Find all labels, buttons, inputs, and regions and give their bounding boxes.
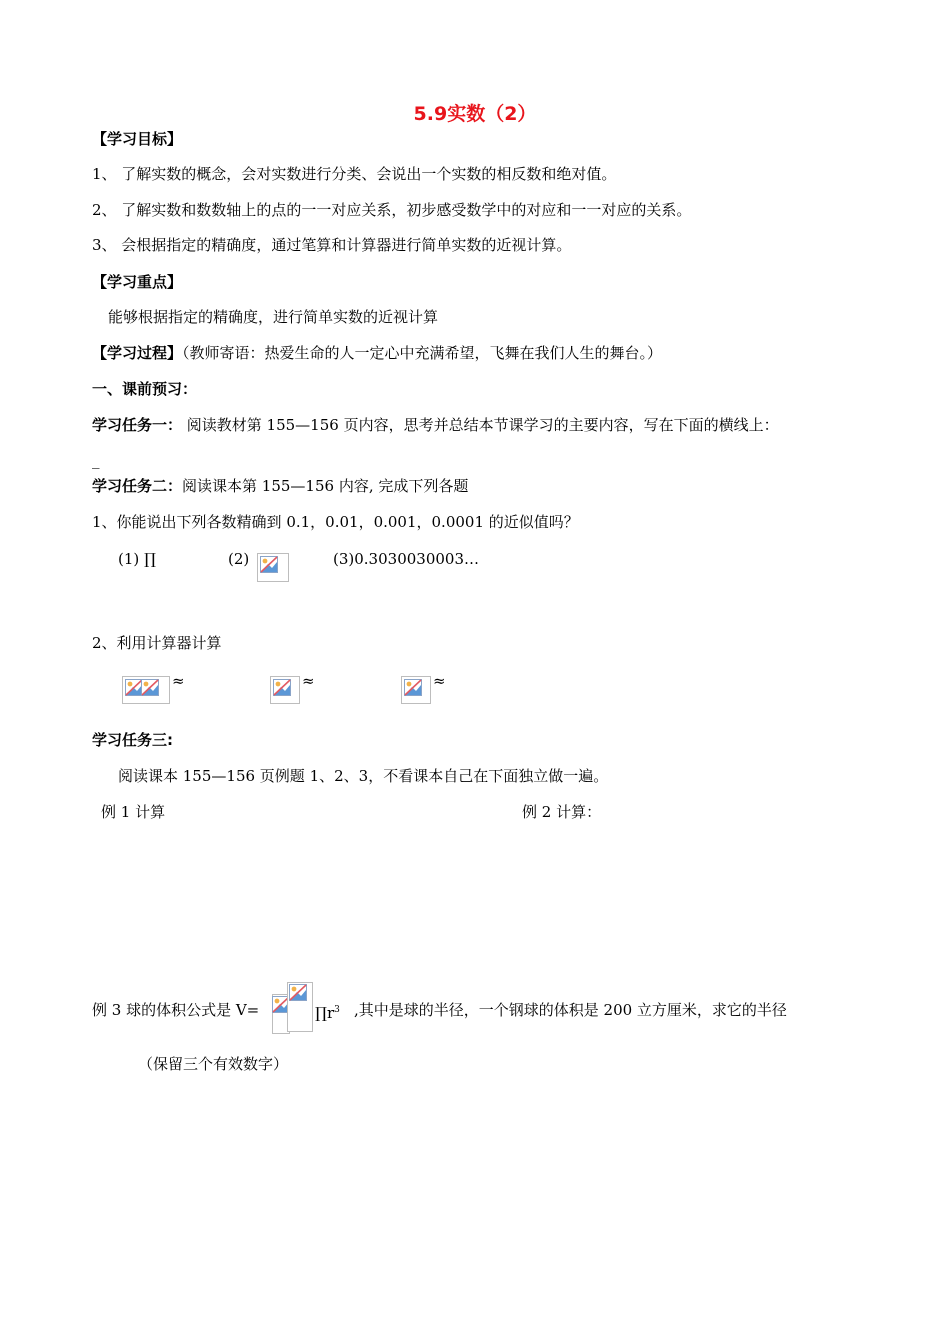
q1-item-a: (1) ∏ (118, 550, 156, 568)
task1-text: 阅读教材第 155—156 页内容，思考并总结本节课学习的主要内容，写在下面的横线上： (182, 416, 779, 434)
example-3-note: （保留三个有效数字） (138, 1055, 289, 1073)
focus-text: 能够根据指定的精确度，进行简单实数的近视计算 (108, 308, 439, 326)
focus-heading: 【学习重点】 (92, 273, 183, 291)
process-heading: 【学习过程】 (92, 344, 183, 362)
pi-r-cubed (315, 1000, 340, 1023)
formula-image-icon (270, 676, 300, 704)
example-3-start: 例 3 球的体积公式是 V= (92, 1001, 260, 1019)
task2-line (92, 476, 468, 496)
goal-item-2: 2、 了解实数和数数轴上的点的一一对应关系，初步感受数学中的对应和一一对应的关系。 (92, 201, 692, 219)
task2-label: 学习任务二： (92, 477, 183, 495)
example-1: 例 1 计算 (101, 803, 166, 821)
exponent: 3 (334, 1005, 340, 1015)
page-title: 5.9实数（2） (413, 103, 537, 125)
teacher-quote: （教师寄语：热爱生命的人一定心中充满希望，飞舞在我们人生的舞台。） (182, 344, 663, 362)
q1-item-c: (3)0.3030030003… (333, 550, 479, 568)
goal-item-3: 3、 会根据指定的精确度，通过笔算和计算器进行简单实数的近视计算。 (92, 236, 572, 254)
process-line (92, 343, 662, 363)
formula-image-icon (401, 676, 431, 704)
fraction-image-icon (287, 982, 313, 1032)
approx-symbol: ≈ (302, 672, 315, 690)
example-2: 例 2 计算： (522, 803, 602, 821)
approx-symbol: ≈ (172, 672, 185, 690)
pi-r: ∏r (315, 1004, 335, 1022)
goals-heading: 【学习目标】 (92, 130, 183, 148)
goal-item-1: 1、 了解实数的概念，会对实数进行分类、会说出一个实数的相反数和绝对值。 (92, 165, 617, 183)
formula-image-icon (122, 676, 170, 704)
task2-question-1: 1、你能说出下列各数精确到 0.1，0.01，0.001，0.0001 的近似值吗？ (92, 513, 579, 531)
task1-line (92, 415, 779, 435)
task1-label: 学习任务一： (92, 416, 183, 434)
task3-text: 阅读课本 155—156 页例题 1、2、3，不看课本自己在下面独立做一遍。 (118, 767, 609, 785)
section-preview-heading: 一、课前预习： (92, 380, 198, 398)
task2-question-2: 2、利用计算器计算 (92, 634, 222, 652)
formula-image-icon (257, 553, 289, 582)
task3-label: 学习任务三: (92, 731, 173, 749)
approx-symbol: ≈ (433, 672, 446, 690)
task2-text: 阅读课本第 155—156 内容, 完成下列各题 (182, 477, 469, 495)
task1-blank: _ (92, 451, 100, 469)
q1-item-b: (2) (228, 550, 250, 568)
example-3-end: ,其中是球的半径，一个钢球的体积是 200 立方厘米，求它的半径 (354, 1001, 787, 1019)
